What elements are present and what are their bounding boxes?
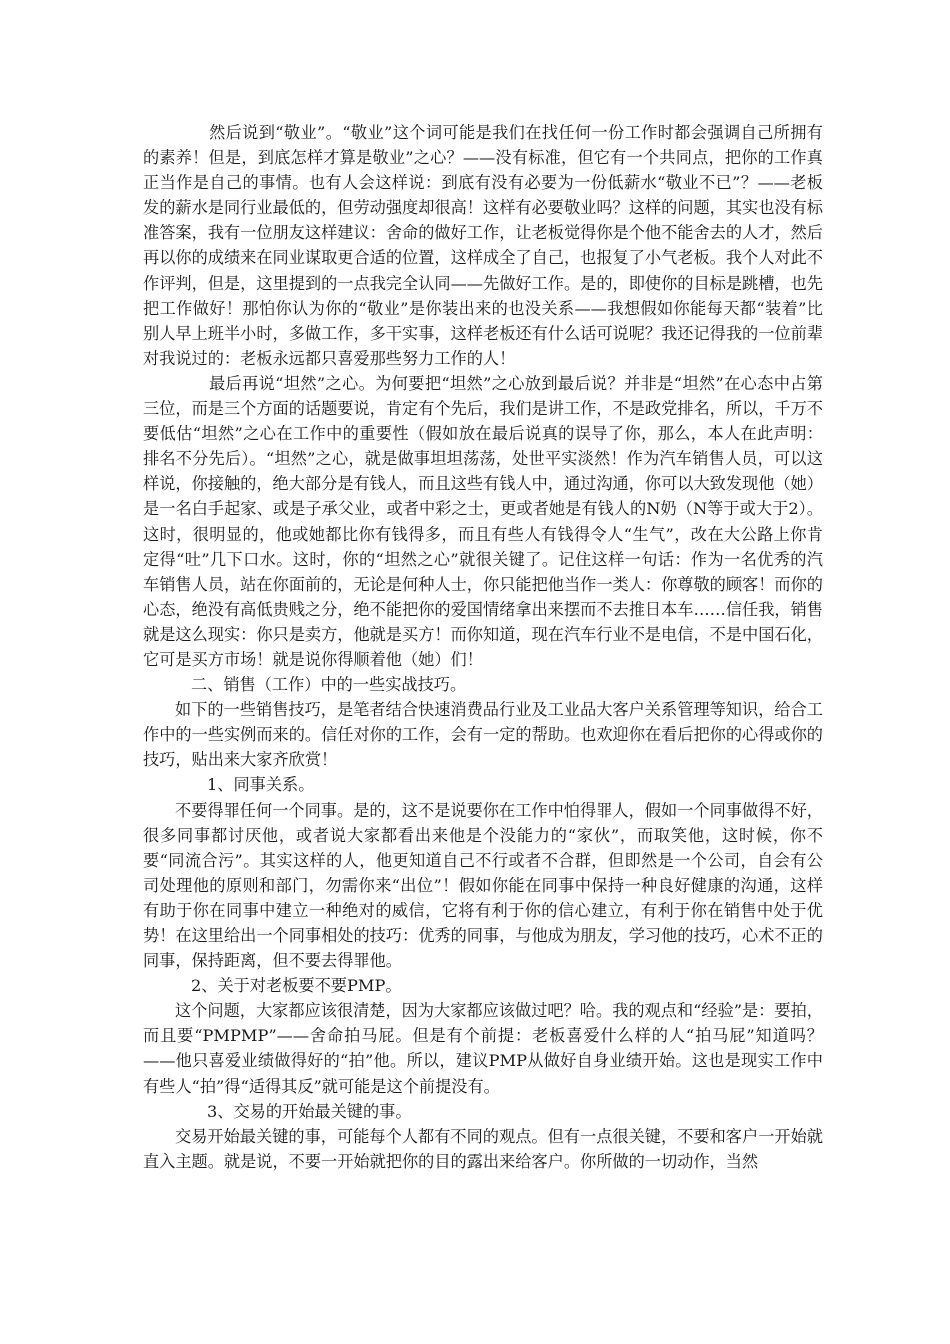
subheading-pmp-boss: 2、关于对老板要不要PMP。 xyxy=(191,976,402,996)
paragraph-dedication: 然后说到“敬业”。“敬业”这个词可能是我们在找任何一份工作时都会强调自己所拥有的素养！但是，到底怎样才算是敬业”之心？——没有标准，但它有一个共同点，把你的工作真正当作是自己的事情。也有人会这样说：到底有没有必要为一份低薪水“敬业不已”？——老板发的薪水是同行业最低的，但劳动强度却很高！这样有必要敬业吗？这样的问题，其实也没有标准答案，我有一位朋友这样建议：舍命的做好工作，让老板觉得你是个他不能舍去的人才，然后再以你的成绩来在同业谋取更合适的位置，这样成全了自己，也报复了小气老板。我个人对此不作评判，但是，这里提到的一点我完全认同——先做好工作。是的，即使你的目标是跳槽，也先把工作做好！那怕你认为你的“敬业”是你装出来的也没关系——我想假如你能每天都“装着”比别人早上班半小时，多做工作，多干实事，这样老板还有什么话可说呢？我还记得我的一位前辈对我说过的：老板永远都只喜爱那些努力工作的人！ xyxy=(143,123,823,368)
section-heading-sales-skills: 二、销售（工作）中的一些实战技巧。 xyxy=(191,675,467,695)
document-body xyxy=(143,120,823,1174)
subheading-colleague-relations: 1、同事关系。 xyxy=(207,775,315,795)
subheading-deal-start: 3、交易的开始最关键的事。 xyxy=(207,1101,412,1121)
paragraph-composure: 最后再说“坦然”之心。为何要把“坦然”之心放到最后说？并非是“坦然”在心态中占第三位，而是三个方面的话题要说，肯定有个先后，我们是讲工作，不是政党排名，所以，千万不要低估“坦然”之心在工作中的重要性（假如放在最后说真的误导了你，那么，本人在此声明：排名不分先后）。“坦然”之心，就是做事坦坦荡荡，处世平实淡然！作为汽车销售人员，可以这样说，你接触的，绝大部分是有钱人，而且这些有钱人中，通过沟通，你可以大致发现他（她）是一名白手起家、或是子承父业，或者中彩之士，更或者她是有钱人的N奶（N等于或大于2）。这时，很明显的，他或她都比你有钱得多，而且有些人有钱得令人“生气”，改在大公路上你肯定得“吐”几下口水。这时，你的“坦然之心”就很关键了。记住这样一句话：作为一名优秀的汽车销售人员，站在你面前的，无论是何种人士，你只能把他当作一类人：你尊敬的顾客！而你的心态，绝没有高低贵贱之分，绝不能把你的爱国情绪拿出来摆而不去推日本车……信任我，销售就是这么现实：你只是卖方，他就是买方！而你知道，现在汽车行业不是电信，不是中国石化，它可是买方市场！就是说你得顺着他（她）们！ xyxy=(143,373,823,669)
paragraph-colleague-relations: 不要得罪任何一个同事。是的，这不是说要你在工作中怕得罪人，假如一个同事做得不好，很多同事都讨厌他，或者说大家都看出来他是个没能力的“家伙”，而取笑他，这时候，你不要“同流合污”。其实这样的人，他更知道自己不行或者不合群，但即然是一个公司，自会有公司处理他的原则和部门，勿需你来“出位”！假如你能在同事中保持一种良好健康的沟通，这样有助于你在同事中建立一种绝对的威信，它将有利于你的信心建立，有利于你在销售中处于优势！在这里给出一个同事相处的技巧：优秀的同事，与他成为朋友，学习他的技巧，心术不正的同事，保持距离，但不要去得罪他。 xyxy=(143,800,823,971)
paragraph-skills-intro: 如下的一些销售技巧，是笔者结合快速消费品行业及工业品大客户关系管理等知识，给合工作中的一些实例而来的。信任对你的工作，会有一定的帮助。也欢迎你在看后把你的心得或你的技巧，贴出来大家齐欣赏！ xyxy=(143,700,823,770)
paragraph-pmp-boss: 这个问题，大家都应该很清楚，因为大家都应该做过吧？哈。我的观点和“经验”是：要拍，而且要“PMPMP”——舍命拍马屁。但是有个前提：老板喜爱什么样的人“拍马屁”知道吗？——他只喜爱业绩做得好的“拍”他。所以，建议PMP从做好自身业绩开始。这也是现实工作中有些人“拍”得“适得其反”就可能是这个前提没有。 xyxy=(143,1001,823,1096)
paragraph-deal-start: 交易开始最关键的事，可能每个人都有不同的观点。但有一点很关键，不要和客户一开始就直入主题。就是说，不要一开始就把你的目的露出来给客户。你所做的一切动作，当然 xyxy=(143,1126,823,1171)
